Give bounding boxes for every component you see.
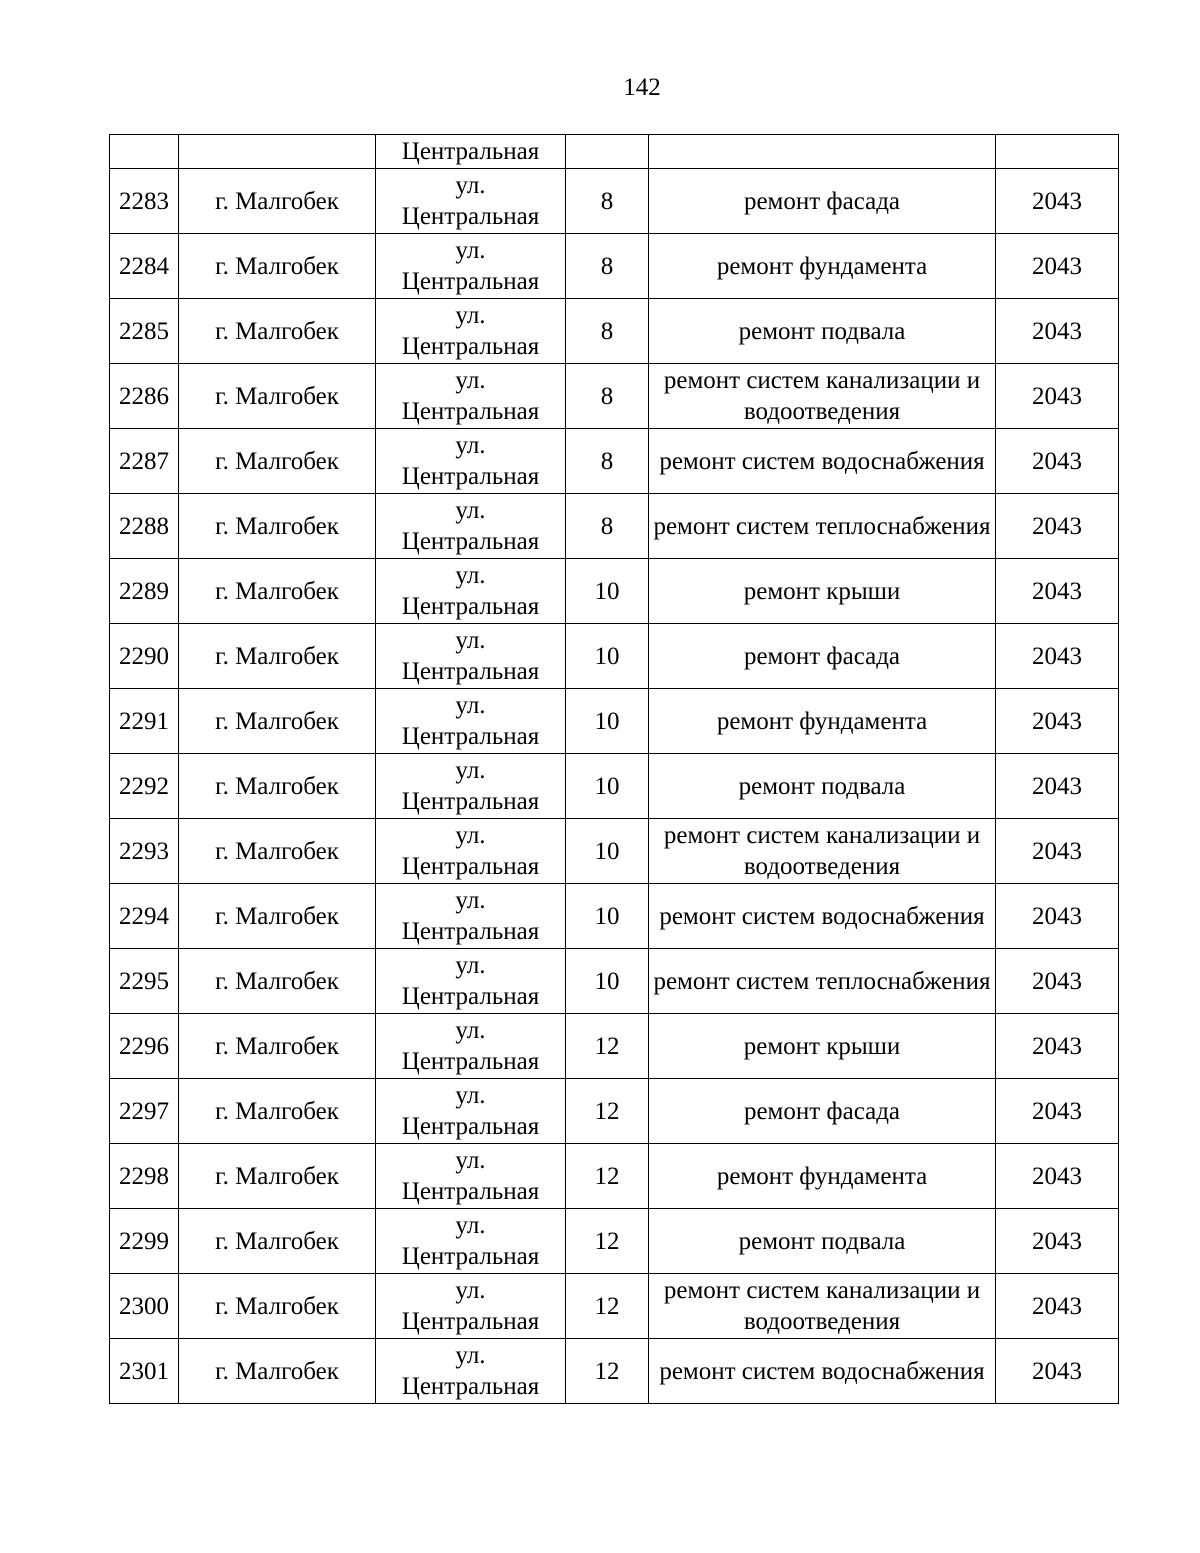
cell-work-type: ремонт фасада: [649, 1079, 996, 1144]
table-row: [110, 689, 1119, 754]
cell-year: 2043: [996, 624, 1119, 689]
street-prefix: ул.: [455, 887, 486, 914]
street-prefix: ул.: [455, 237, 486, 264]
cell-work-type: [649, 135, 996, 169]
cell-city: г. Малгобек: [179, 559, 376, 624]
cell-work-type: ремонт фасада: [649, 169, 996, 234]
street-prefix: ул.: [455, 172, 486, 199]
cell-street: [376, 819, 566, 884]
cell-year: 2043: [996, 494, 1119, 559]
cell-number: 2297: [110, 1079, 179, 1144]
cell-number: 2294: [110, 884, 179, 949]
cell-number: 2285: [110, 299, 179, 364]
cell-house: 12: [566, 1014, 649, 1079]
table-row: [110, 1144, 1119, 1209]
cell-number: 2291: [110, 689, 179, 754]
cell-street: [376, 1339, 566, 1404]
cell-number: 2286: [110, 364, 179, 429]
cell-work-type: ремонт систем канализации и водоотведения: [649, 364, 996, 429]
street-prefix: ул.: [455, 1082, 486, 1109]
street-name: Центральная: [401, 723, 540, 750]
cell-house: 12: [566, 1079, 649, 1144]
cell-street: [376, 559, 566, 624]
street-name: Центральная: [401, 1048, 540, 1075]
cell-work-type: ремонт систем водоснабжения: [649, 1339, 996, 1404]
street-name: Центральная: [401, 1178, 540, 1205]
cell-city: г. Малгобек: [179, 819, 376, 884]
cell-city: г. Малгобек: [179, 1339, 376, 1404]
street-prefix: ул.: [455, 1212, 486, 1239]
cell-year: 2043: [996, 1144, 1119, 1209]
cell-house: 8: [566, 429, 649, 494]
cell-house: 8: [566, 299, 649, 364]
continuation-row: [110, 135, 1119, 169]
street-name: Центральная: [401, 268, 540, 295]
cell-work-type: ремонт фундамента: [649, 1144, 996, 1209]
street-prefix: ул.: [455, 1342, 486, 1369]
cell-house: 8: [566, 364, 649, 429]
cell-year: 2043: [996, 1274, 1119, 1339]
cell-number: 2300: [110, 1274, 179, 1339]
cell-street: [376, 1274, 566, 1339]
cell-number: 2290: [110, 624, 179, 689]
table-row: [110, 299, 1119, 364]
cell-street: [376, 429, 566, 494]
cell-work-type: ремонт фундамента: [649, 689, 996, 754]
table-row: [110, 819, 1119, 884]
street-name: Центральная: [401, 1373, 540, 1400]
street-name: Центральная: [401, 333, 540, 360]
cell-work-type: ремонт систем теплоснабжения: [649, 494, 996, 559]
cell-street: [376, 364, 566, 429]
cell-city: г. Малгобек: [179, 169, 376, 234]
cell-city: г. Малгобек: [179, 1274, 376, 1339]
cell-year: 2043: [996, 1079, 1119, 1144]
table-row: [110, 494, 1119, 559]
cell-city: г. Малгобек: [179, 1014, 376, 1079]
cell-work-type: ремонт крыши: [649, 559, 996, 624]
street-prefix: ул.: [455, 302, 486, 329]
street-prefix: ул.: [455, 1017, 486, 1044]
table-row: [110, 1209, 1119, 1274]
cell-year: 2043: [996, 689, 1119, 754]
cell-house: 8: [566, 169, 649, 234]
cell-number: 2292: [110, 754, 179, 819]
street-prefix: ул.: [455, 562, 486, 589]
street-name: Центральная: [401, 1308, 540, 1335]
street-name: Центральная: [401, 658, 540, 685]
cell-work-type: ремонт фундамента: [649, 234, 996, 299]
cell-city: г. Малгобек: [179, 1209, 376, 1274]
street-prefix: ул.: [455, 497, 486, 524]
table-row: [110, 624, 1119, 689]
cell-year: 2043: [996, 884, 1119, 949]
cell-year: 2043: [996, 299, 1119, 364]
cell-city: г. Малгобек: [179, 754, 376, 819]
cell-city: г. Малгобек: [179, 494, 376, 559]
cell-number: 2284: [110, 234, 179, 299]
table-row: [110, 429, 1119, 494]
street-name: Центральная: [401, 463, 540, 490]
street-prefix: ул.: [455, 1277, 486, 1304]
table-row: [110, 1079, 1119, 1144]
cell-street: [376, 1209, 566, 1274]
cell-year: 2043: [996, 819, 1119, 884]
cell-street: [376, 884, 566, 949]
cell-house: 10: [566, 949, 649, 1014]
table-row: [110, 234, 1119, 299]
cell-city: г. Малгобек: [179, 949, 376, 1014]
cell-year: 2043: [996, 1209, 1119, 1274]
cell-work-type: ремонт подвала: [649, 1209, 996, 1274]
cell-city: г. Малгобек: [179, 299, 376, 364]
cell-house: 12: [566, 1339, 649, 1404]
cell-house: 12: [566, 1274, 649, 1339]
cell-year: 2043: [996, 364, 1119, 429]
cell-year: 2043: [996, 754, 1119, 819]
cell-street: [376, 299, 566, 364]
cell-house: 10: [566, 624, 649, 689]
cell-house: 10: [566, 559, 649, 624]
street-prefix: ул.: [455, 367, 486, 394]
cell-number: 2287: [110, 429, 179, 494]
street-name: Центральная: [401, 1113, 540, 1140]
cell-house: [566, 135, 649, 169]
street-name: Центральная: [401, 1243, 540, 1270]
cell-year: 2043: [996, 1339, 1119, 1404]
cell-street: [376, 169, 566, 234]
street-name: Центральная: [401, 528, 540, 555]
street-prefix: ул.: [455, 432, 486, 459]
cell-city: г. Малгобек: [179, 364, 376, 429]
table-row: [110, 1274, 1119, 1339]
cell-year: 2043: [996, 429, 1119, 494]
cell-house: 12: [566, 1209, 649, 1274]
cell-work-type: ремонт крыши: [649, 1014, 996, 1079]
cell-year: [996, 135, 1119, 169]
table-row: [110, 1339, 1119, 1404]
cell-work-type: ремонт систем водоснабжения: [649, 429, 996, 494]
cell-street: [376, 624, 566, 689]
cell-work-type: ремонт систем канализации и водоотведения: [649, 1274, 996, 1339]
cell-street: [376, 754, 566, 819]
cell-work-type: ремонт систем канализации и водоотведения: [649, 819, 996, 884]
cell-street: [376, 1079, 566, 1144]
street-name: Центральная: [401, 918, 540, 945]
cell-street: [376, 689, 566, 754]
cell-work-type: ремонт подвала: [649, 754, 996, 819]
cell-number: 2299: [110, 1209, 179, 1274]
street-name: Центральная: [401, 398, 540, 425]
cell-number: [110, 135, 179, 169]
table-row: [110, 559, 1119, 624]
cell-city: г. Малгобек: [179, 884, 376, 949]
cell-street: [376, 494, 566, 559]
cell-house: 12: [566, 1144, 649, 1209]
street-prefix: ул.: [455, 952, 486, 979]
table-row: [110, 949, 1119, 1014]
cell-city: г. Малгобек: [179, 429, 376, 494]
cell-work-type: ремонт систем теплоснабжения: [649, 949, 996, 1014]
street-name: Центральная: [401, 983, 540, 1010]
street-name: Центральная: [401, 788, 540, 815]
table-row: [110, 169, 1119, 234]
table-row: [110, 1014, 1119, 1079]
table-row: [110, 884, 1119, 949]
cell-street: [376, 1014, 566, 1079]
cell-number: 2301: [110, 1339, 179, 1404]
cell-number: 2283: [110, 169, 179, 234]
cell-number: 2295: [110, 949, 179, 1014]
cell-year: 2043: [996, 559, 1119, 624]
cell-street: Центральная: [376, 135, 566, 169]
table-body: [110, 135, 1119, 1404]
cell-number: 2288: [110, 494, 179, 559]
cell-city: г. Малгобек: [179, 689, 376, 754]
cell-house: 10: [566, 689, 649, 754]
street-name: Центральная: [401, 593, 540, 620]
cell-house: 10: [566, 754, 649, 819]
table-row: [110, 364, 1119, 429]
cell-street: [376, 949, 566, 1014]
cell-number: 2289: [110, 559, 179, 624]
cell-city: г. Малгобек: [179, 1144, 376, 1209]
cell-year: 2043: [996, 949, 1119, 1014]
cell-house: 8: [566, 234, 649, 299]
cell-city: г. Малгобек: [179, 234, 376, 299]
cell-work-type: ремонт систем водоснабжения: [649, 884, 996, 949]
cell-street: [376, 1144, 566, 1209]
cell-house: 8: [566, 494, 649, 559]
cell-house: 10: [566, 884, 649, 949]
cell-city: г. Малгобек: [179, 1079, 376, 1144]
street-name: Центральная: [401, 853, 540, 880]
cell-city: [179, 135, 376, 169]
cell-year: 2043: [996, 234, 1119, 299]
page-number: 142: [623, 74, 661, 101]
cell-work-type: ремонт подвала: [649, 299, 996, 364]
street-name: Центральная: [401, 203, 540, 230]
repair-registry-table: [109, 134, 1119, 1404]
cell-year: 2043: [996, 169, 1119, 234]
cell-number: 2298: [110, 1144, 179, 1209]
cell-street: [376, 234, 566, 299]
street-prefix: ул.: [455, 757, 486, 784]
table-row: [110, 754, 1119, 819]
cell-year: 2043: [996, 1014, 1119, 1079]
street-prefix: ул.: [455, 1147, 486, 1174]
cell-house: 10: [566, 819, 649, 884]
cell-number: 2293: [110, 819, 179, 884]
cell-city: г. Малгобек: [179, 624, 376, 689]
street-prefix: ул.: [455, 822, 486, 849]
street-prefix: ул.: [455, 627, 486, 654]
cell-work-type: ремонт фасада: [649, 624, 996, 689]
cell-number: 2296: [110, 1014, 179, 1079]
street-prefix: ул.: [455, 692, 486, 719]
